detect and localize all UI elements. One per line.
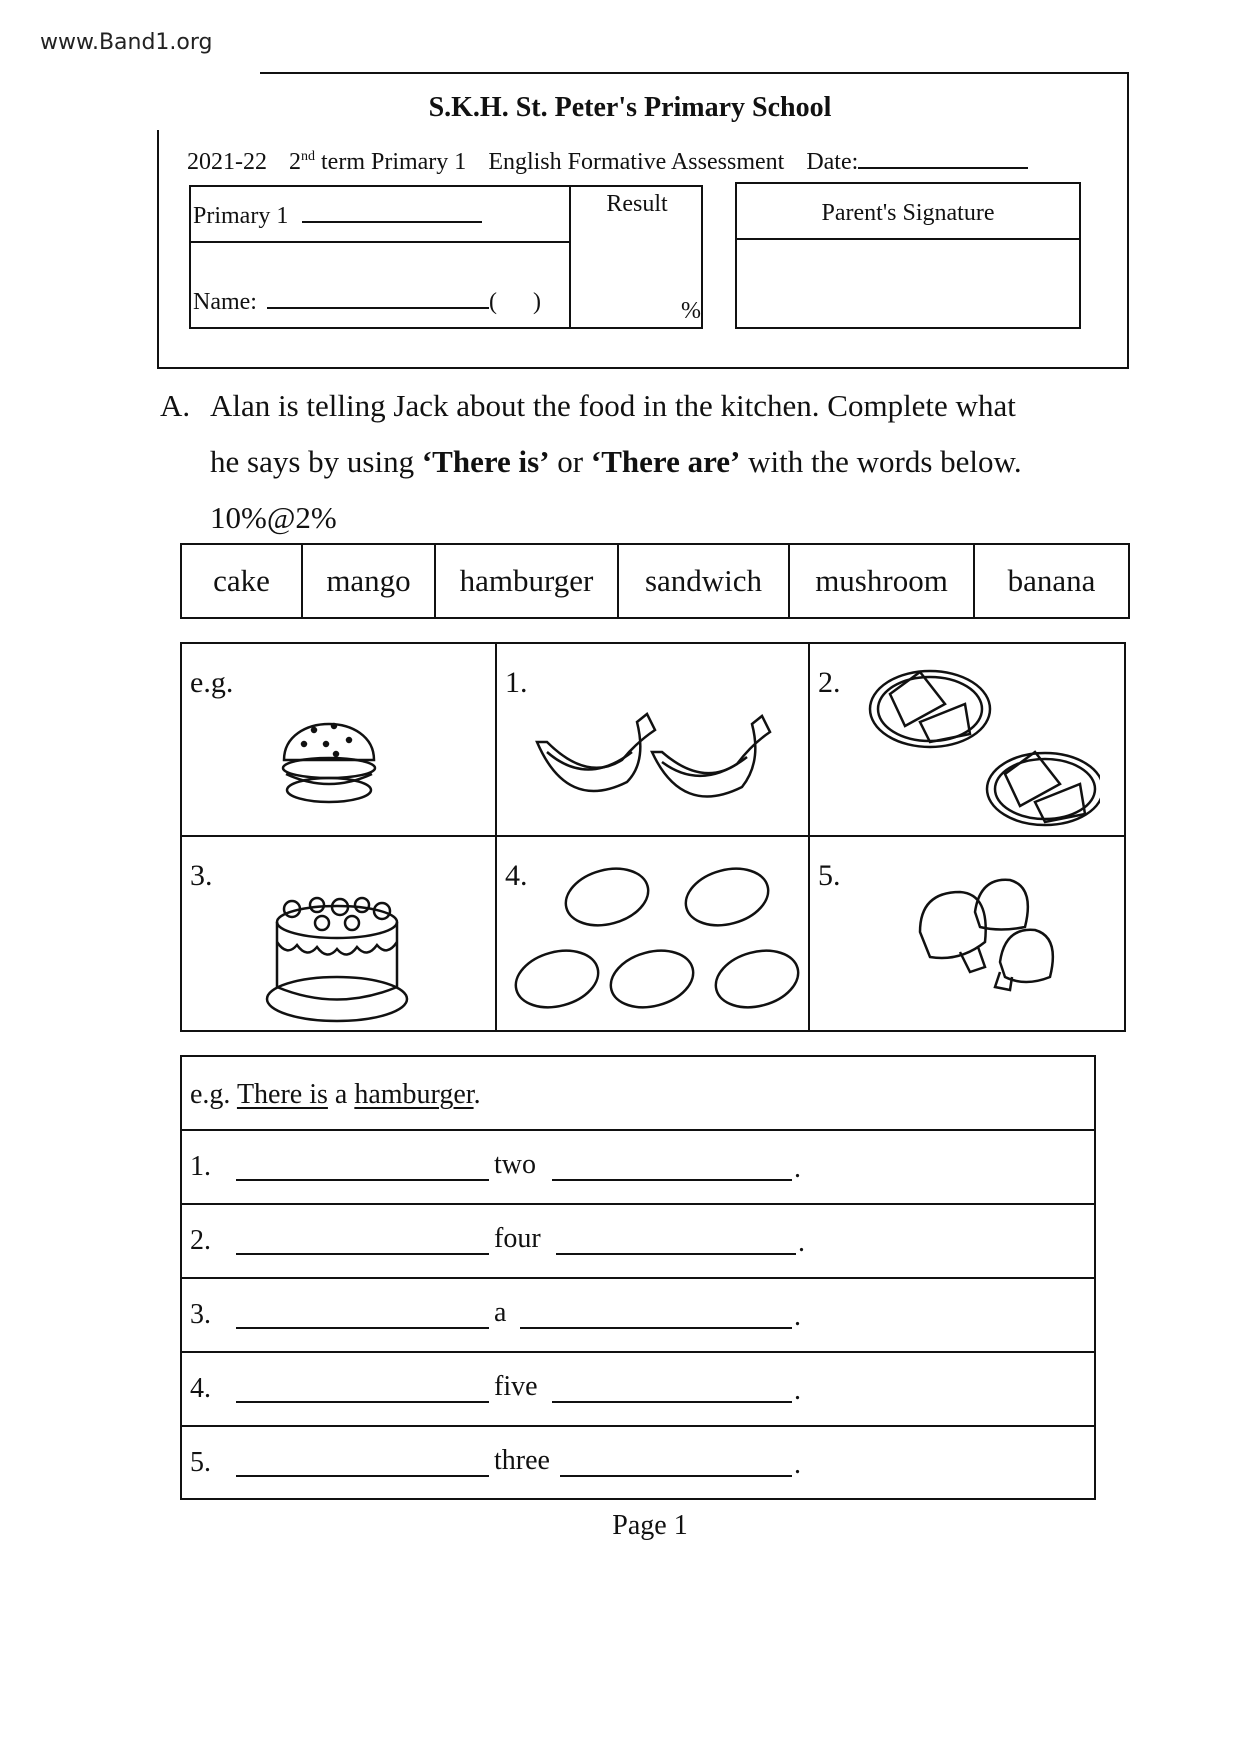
example-sentence: e.g. There is a hamburger.: [190, 1079, 481, 1110]
picture-cell-5: 5.: [810, 837, 1124, 1030]
student-info-table: [189, 185, 703, 329]
answer-row-2: 2. four .: [182, 1205, 1094, 1279]
class-label: Primary 1: [193, 203, 289, 229]
picture-cell-3: 3.: [182, 837, 497, 1030]
page-number: Page 1: [612, 1510, 688, 1541]
answer-blank-4b[interactable]: [552, 1401, 792, 1403]
assessment-name: English Formative Assessment: [488, 149, 785, 175]
school-year: 2021-22: [187, 149, 267, 175]
answer-blank-5b[interactable]: [560, 1475, 792, 1477]
term: 2nd term Primary 1: [289, 149, 467, 175]
class-row: [191, 187, 569, 243]
section-a-instructions: [160, 378, 1160, 546]
date-label: Date:: [806, 149, 859, 175]
answer-blank-1a[interactable]: [236, 1179, 489, 1181]
answer-row-3: 3. a .: [182, 1279, 1094, 1353]
answer-blank-1b[interactable]: [552, 1179, 792, 1181]
answer-blank-2a[interactable]: [236, 1253, 489, 1255]
instruction-line-1: Alan is telling Jack about the food in the kitchen. Complete what: [210, 388, 1016, 423]
example-row: [182, 1057, 1094, 1131]
answer-blank-3b[interactable]: [520, 1327, 792, 1329]
answer-blank-5a[interactable]: [236, 1475, 489, 1477]
word-bank: [180, 543, 1130, 619]
picture-grid: [180, 642, 1126, 1032]
class-number-field[interactable]: ( ): [488, 289, 541, 315]
answer-table: [180, 1055, 1096, 1500]
answer-row-4: 4. five .: [182, 1353, 1094, 1427]
instruction-line-2: he says by using ‘There is’ or ‘There are’ with the words below.: [210, 444, 1022, 479]
marks: 10%@2%: [210, 500, 337, 535]
given-word: two: [494, 1149, 536, 1180]
word-bank-item: cake: [182, 545, 303, 617]
picture-cell-2: 2.: [810, 644, 1124, 837]
assessment-info: [187, 145, 1050, 176]
percent-sign: %: [681, 298, 701, 324]
signature-label: Parent's Signature: [737, 184, 1079, 240]
word-bank-item: sandwich: [619, 545, 790, 617]
parent-signature-table: [735, 182, 1081, 329]
signature-field[interactable]: [737, 240, 1079, 325]
name-label: Name:: [193, 289, 257, 315]
given-word: five: [494, 1371, 538, 1402]
answer-blank-4a[interactable]: [236, 1401, 489, 1403]
mushrooms-icon: [890, 872, 1060, 1002]
result-label: Result: [606, 191, 668, 217]
name-row: [191, 243, 569, 329]
given-word: a: [494, 1297, 507, 1328]
cake-icon: [262, 887, 412, 1027]
answer-row-5: 5. three .: [190, 1445, 801, 1480]
class-field[interactable]: [302, 201, 482, 223]
answer-blank-3a[interactable]: [236, 1327, 489, 1329]
hamburger-icon: [274, 702, 384, 812]
picture-cell-4: 4.: [497, 837, 810, 1030]
date-field[interactable]: [858, 145, 1028, 169]
picture-cell-example: e.g.: [182, 644, 497, 837]
word-bank-item: mushroom: [790, 545, 975, 617]
given-word: four: [494, 1223, 541, 1254]
header-left-rule: [157, 130, 159, 369]
section-label: A.: [160, 388, 191, 423]
word-bank-item: banana: [1007, 563, 1096, 598]
mangoes-icon: [512, 867, 802, 1017]
watermark: www.Band1.org: [40, 30, 213, 55]
sandwiches-icon: [860, 664, 1100, 834]
name-field[interactable]: [267, 287, 489, 309]
word-bank-item: hamburger: [436, 545, 619, 617]
picture-cell-1: 1.: [497, 644, 810, 837]
bananas-icon: [527, 702, 787, 812]
answer-row-1: 1. two .: [182, 1131, 1094, 1205]
answer-blank-2b[interactable]: [556, 1253, 796, 1255]
result-cell: [569, 187, 703, 327]
school-title: S.K.H. St. Peter's Primary School: [428, 92, 832, 123]
word-bank-item: mango: [303, 545, 436, 617]
given-word: three: [494, 1445, 550, 1476]
